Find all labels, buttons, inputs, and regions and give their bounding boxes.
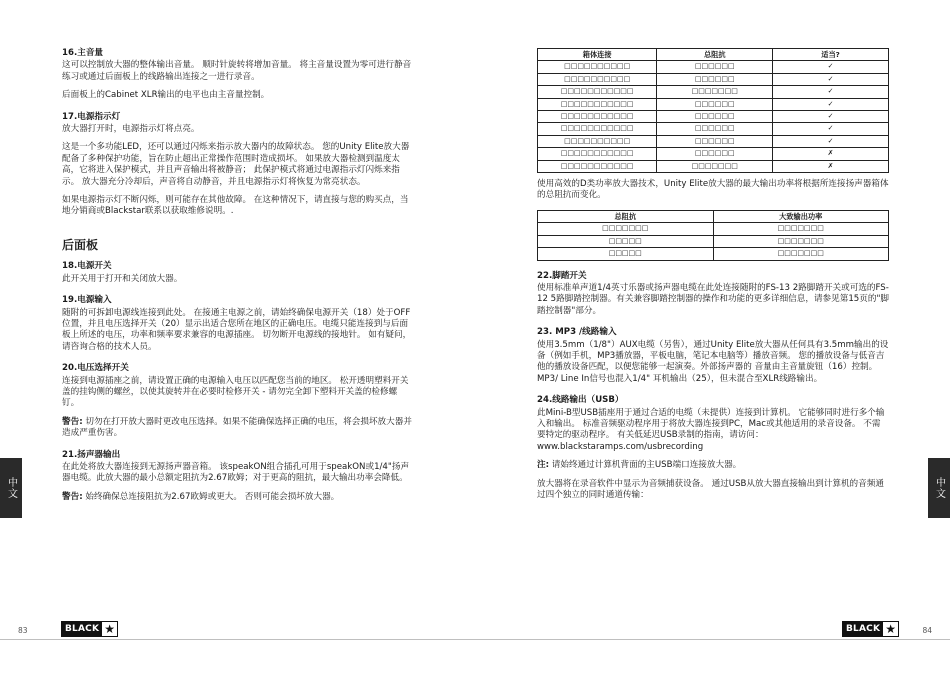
table-cell: □□□□□□□□□□□ [538, 123, 657, 135]
table-row [538, 73, 889, 85]
table-cell: □□□□□□□□□□□ [538, 86, 657, 98]
section-21-warning [62, 492, 414, 503]
section-16-paragraph-2: 后面板上的Cabinet XLR输出的电平也由主音量控制。 [62, 90, 270, 101]
table-cell: ✓ [773, 111, 889, 123]
table-cell: □□□□□□ [657, 61, 773, 73]
section-23-paragraph-1: 使用3.5mm（1/8"）AUX电缆（另售），通过Unity Elite放大器从任何具有3.5mm输出的设备（例如手机，MP3播放器，平板电脑，笔记本电脑等）播放音频。 您的播放设备与低音吉他的播放设备匹配，以便您能够一起演奏。外部扬声器的 音量由主音量旋钮（16）控制。MP3/ Line In信号也混入1/4" 耳机输出（25），但未混合至XLR线路输出。 [537, 339, 889, 384]
table-row [538, 248, 889, 260]
table-cell: □□□□□ [538, 248, 714, 260]
table-cell: ✓ [773, 61, 889, 73]
star-icon: ★ [883, 622, 898, 636]
impedance-compatibility-table [537, 48, 889, 173]
table-row [538, 148, 889, 160]
table-body [538, 223, 889, 260]
table-header-cell: 总阻抗 [538, 210, 714, 222]
warning-text: 切勿在打开放大器时更改电压选择。如果不能确保选择正确的电压，将会损坏放大器并造成严重伤害。 [62, 416, 412, 439]
language-tab [928, 458, 950, 518]
table-row [538, 98, 889, 110]
table-cell: □□□□□□ [657, 98, 773, 110]
table-cell: ✓ [773, 123, 889, 135]
warning-text: 始终确保总连接阻抗为2.67欧姆或更大。 否则可能会损坏放大器。 [82, 491, 340, 502]
section-17-paragraph-3: 如果电源指示灯不断闪烁，则可能存在其他故障。 在这种情况下，请直接与您的购买点，当地分销商或Blackstar联系以获取维修说明。. [62, 195, 409, 217]
table-1-note: 使用高效的D类功率放大器技术，Unity Elite放大器的最大输出功率将根据所连接扬声器箱体的总阻抗而变化。 [537, 179, 889, 201]
section-16-title: 16.主音量 [62, 48, 104, 58]
footer-divider [0, 639, 475, 640]
section-18-title: 18.电源开关 [62, 261, 112, 272]
blackstar-logo [61, 621, 118, 637]
section-24-note [537, 460, 889, 471]
section-19-paragraph-1: 随附的可拆卸电源线连接到此处。 在接通主电源之前，请始终确保电源开关（18）处于OFF位置，并且电压选择开关（20）显示出适合您所在地区的正确电压。电缆只能连接到与后面板上所述的电压，功率和频率要求兼容的电源插座。 切勿断开电源线的接地针。 如有疑问，请咨询合格的技术人员。 [62, 307, 412, 352]
section-17-paragraph-2: 这是一个多功能LED，还可以通过闪烁来指示放大器内的故障状态。 您的Unity Elite放大器配备了多种保护功能，旨在防止超出正常操作范围时造成损坏。 如果放大器检测到温度太高，它将进入保护模式，并且声音输出将被静音； 此保护模式将通过电源指示灯闪烁来指示。 放大器充分冷却后，声音将自动静音，并且电源指示灯将恢复为常亮状态。 [62, 142, 410, 187]
table-cell: ✗ [773, 160, 889, 172]
table-cell: □□□□□□□□□□ [538, 73, 657, 85]
left-column [62, 48, 414, 510]
table-cell: □□□□□□□ [657, 160, 773, 172]
logo-wordmark: BLACK [843, 622, 883, 636]
table-cell: □□□□□□□□□□□ [538, 98, 657, 110]
section-18-paragraph-1: 此开关用于打开和关闭放大器。 [62, 273, 183, 284]
section-22-title: 22.脚踏开关 [537, 270, 587, 281]
table-cell: □□□□□□□ [657, 86, 773, 98]
table-cell: □□□□□□□ [713, 235, 889, 247]
table-row [538, 223, 889, 235]
table-cell: □□□□□□ [657, 135, 773, 147]
section-17-paragraph-1: 放大器打开时，电源指示灯将点亮。 [62, 124, 200, 135]
table-cell: □□□□□□□ [538, 223, 714, 235]
footer-divider [475, 639, 950, 640]
section-24-paragraph-1: 此Mini-B型USB插座用于通过合适的电缆（未提供）连接到计算机。 它能够同时进行多个输入和输出。 标准音频驱动程序用于将放大器连接到PC，Mac或其他适用的录音设备。 不需要特定的驱动程序。 有关低延迟USB录制的指南，请访问：www.blackstaramps.com/usbrecording [537, 407, 885, 452]
table-cell: ✓ [773, 135, 889, 147]
blackstar-logo [842, 621, 899, 637]
warning-label: 警告: [62, 491, 83, 502]
table-row [538, 135, 889, 147]
page-number: 84 [922, 626, 932, 635]
rear-panel-heading: 后面板 [62, 237, 99, 252]
note-text: 请始终通过计算机背面的主USB端口连接放大器。 [549, 460, 742, 471]
section-24-title: 24.线路输出（USB） [537, 395, 624, 406]
section-23-title: 23. MP3 /线路输入 [537, 327, 617, 338]
star-icon: ★ [102, 622, 117, 636]
section-20-warning [62, 417, 414, 440]
table-header-cell: 总阻抗 [657, 49, 773, 61]
right-page [475, 0, 950, 674]
table-cell: □□□□□ [538, 235, 714, 247]
table-row [538, 111, 889, 123]
table-header-row [538, 49, 889, 61]
table-cell: □□□□□□□□□□□ [538, 111, 657, 123]
table-header-cell: 大致输出功率 [713, 210, 889, 222]
table-header-cell: 箱体连接 [538, 49, 657, 61]
right-column [537, 48, 889, 508]
section-20-paragraph-1: 连接到电源插座之前，请设置正确的电源输入电压以匹配您当前的地区。 松开透明塑料开关盖的挂钩侧的螺丝，以使其旋转并在必要时检修开关 - 请勿完全卸下塑料开关盖的检修螺钉。 [62, 375, 409, 409]
table-cell: □□□□□□□□□□ [538, 61, 657, 73]
table-row [538, 235, 889, 247]
warning-label: 警告: [62, 416, 83, 427]
page-number: 83 [18, 626, 28, 635]
table-cell: □□□□□□□ [713, 248, 889, 260]
section-19-title: 19.电源输入 [62, 295, 112, 306]
output-power-table [537, 210, 889, 261]
section-17-title: 17.电源指示灯 [62, 111, 121, 122]
logo-wordmark: BLACK [62, 622, 102, 636]
table-body [538, 61, 889, 173]
section-21-title: 21.扬声器输出 [62, 449, 121, 460]
table-cell: ✓ [773, 86, 889, 98]
section-24-paragraph-2: 放大器将在录音软件中显示为音频捕获设备。 通过USB从放大器直接输出到计算机的音频通过四个独立的同时通道传输： [537, 478, 884, 500]
table-cell: □□□□□□ [657, 73, 773, 85]
table-header-row [538, 210, 889, 222]
table-cell: □□□□□□□ [713, 223, 889, 235]
language-tab-label: 中文 [5, 477, 17, 499]
section-22-paragraph-1: 使用标准单声道1/4英寸乐器或扬声器电缆在此处连接随附的FS-13 2路脚踏开关或可选的FS-12 5路脚踏控制器。有关兼容脚踏控制器的操作和功能的更多详细信息，请参见第15页的"脚踏控制器"部分。 [537, 282, 889, 316]
section-20-title: 20.电压选择开关 [62, 363, 129, 374]
table-cell: □□□□□□□□□□ [538, 135, 657, 147]
table-row [538, 123, 889, 135]
table-row [538, 86, 889, 98]
language-tab-label: 中文 [933, 477, 945, 499]
table-cell: □□□□□□ [657, 148, 773, 160]
table-cell: ✓ [773, 98, 889, 110]
table-cell: ✓ [773, 73, 889, 85]
table-row [538, 61, 889, 73]
table-header-cell: 适当? [773, 49, 889, 61]
language-tab [0, 458, 22, 518]
table-cell: □□□□□□□□□□□ [538, 160, 657, 172]
table-row [538, 160, 889, 172]
note-label: 注: [537, 460, 550, 471]
section-21-paragraph-1: 在此处将放大器连接到无源扬声器音箱。 该speakON组合插孔可用于speakON或1/4"扬声器电缆。此放大器的最小总额定阻抗为2.67欧姆；对于更高的阻抗，最大输出功率会降低。 [62, 461, 410, 484]
section-16-paragraph-1: 这可以控制放大器的整体输出音量。 顺时针旋转将增加音量。 将主音量设置为零可进行静音练习或通过后面板上的线路输出连接之一进行录音。 [62, 60, 412, 82]
table-cell: □□□□□□ [657, 111, 773, 123]
table-cell: □□□□□□ [657, 123, 773, 135]
table-cell: ✗ [773, 148, 889, 160]
table-cell: □□□□□□□□□□□ [538, 148, 657, 160]
